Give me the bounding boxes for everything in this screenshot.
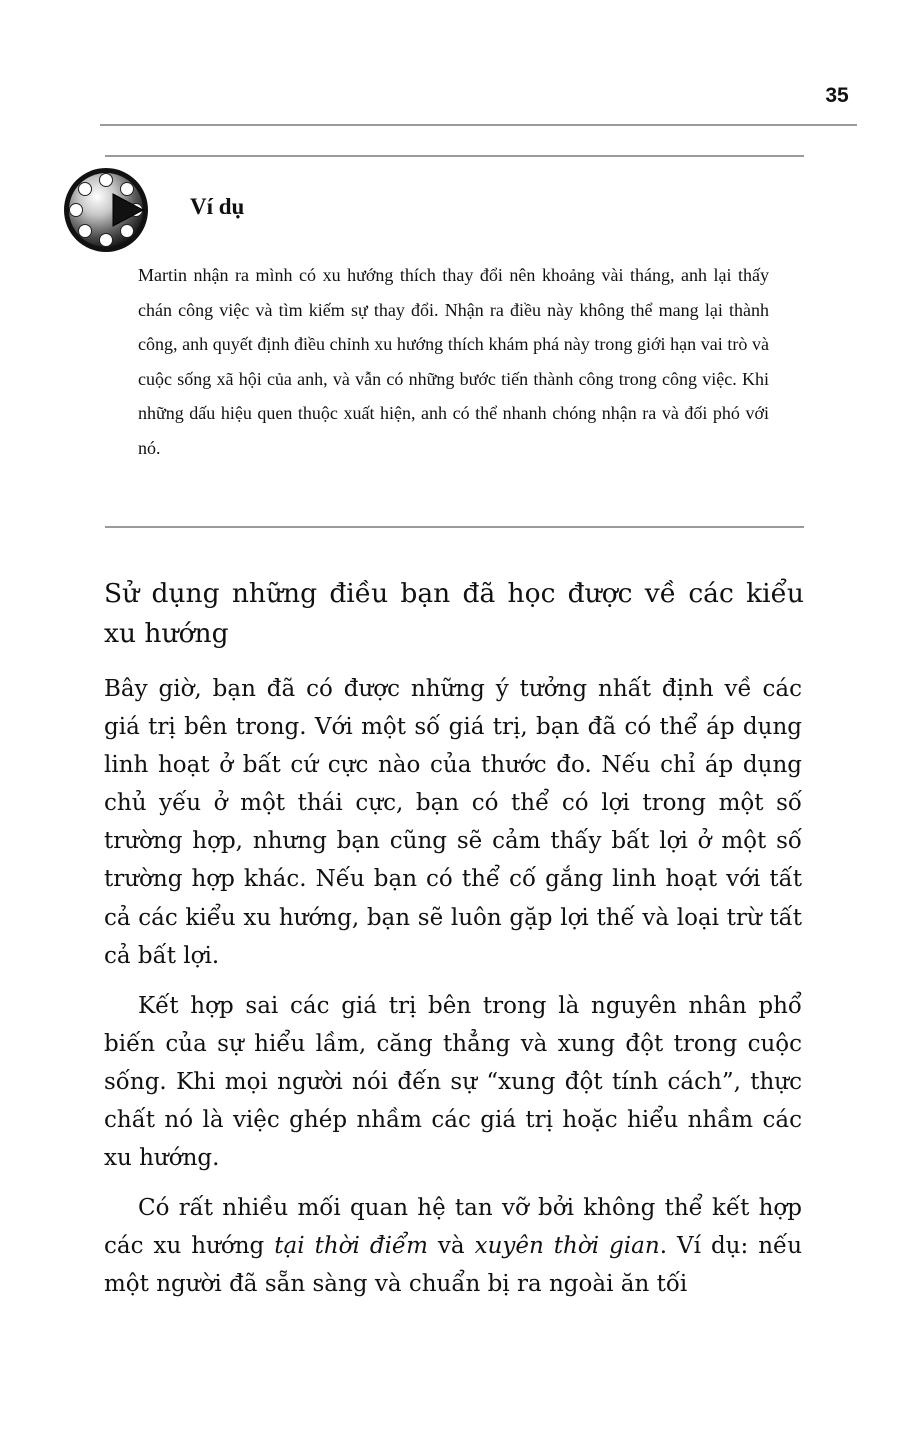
paragraph-3-part-1: Có rất nhiều mối quan hệ tan vỡ bởi không thể kết hợp các xu hướng	[104, 1195, 802, 1260]
example-title: Ví dụ	[190, 194, 245, 219]
body-text	[104, 670, 802, 1316]
example-box-bottom-rule	[105, 526, 804, 528]
section-heading: Sử dụng những điều bạn đã học được về các kiểu xu hướng	[104, 578, 804, 649]
film-reel-play-icon	[63, 167, 149, 253]
paragraph-1: Bây giờ, bạn đã có được những ý tưởng nhất định về các giá trị bên trong. Với một số giá trị, bạn đã có thể áp dụng linh hoạt ở bất cứ cực nào của thước đo. Nếu chỉ áp dụng chủ yếu ở một thái cực, bạn có thể có lợi trong một số trường hợp, nhưng bạn cũng sẽ cảm thấy bất lợi ở một số trường hợp khác. Nếu bạn có thể cố gắng linh hoạt với tất cả các kiểu xu hướng, bạn sẽ luôn gặp lợi thế và loại trừ tất cả bất lợi.	[104, 676, 802, 969]
example-box-top-rule	[105, 155, 804, 157]
page-number: 35	[825, 84, 849, 107]
paragraph-3-italic-1: tại thời điểm	[274, 1233, 428, 1260]
paragraph-3-part-2: và	[427, 1233, 475, 1260]
header-divider	[100, 124, 857, 126]
paragraph-2: Kết hợp sai các giá trị bên trong là nguyên nhân phổ biến của sự hiểu lầm, căng thẳng và xung đột trong cuộc sống. Khi mọi người nói đến sự “xung đột tính cách”, thực chất nó là việc ghép nhầm các giá trị hoặc hiểu nhầm các xu hướng.	[104, 992, 802, 1172]
paragraph-3	[104, 1189, 802, 1303]
example-text: Martin nhận ra mình có xu hướng thích thay đổi nên khoảng vài tháng, anh lại thấy chán công việc và tìm kiếm sự thay đổi. Nhận ra điều này không thể mang lại thành công, anh quyết định điều chỉnh xu hướng thích khám phá này trong giới hạn vai trò và cuộc sống xã hội của anh, và vẫn có những bước tiến thành công trong công việc. Khi những dấu hiệu quen thuộc xuất hiện, anh có thể nhanh chóng nhận ra và đối phó với nó.	[138, 265, 769, 458]
paragraph-3-italic-2: xuyên thời gian	[474, 1233, 660, 1260]
paragraph-3-part-3: . Ví dụ: nếu một người đã sẵn sàng và chuẩn bị ra ngoài ăn tối	[104, 1233, 803, 1298]
